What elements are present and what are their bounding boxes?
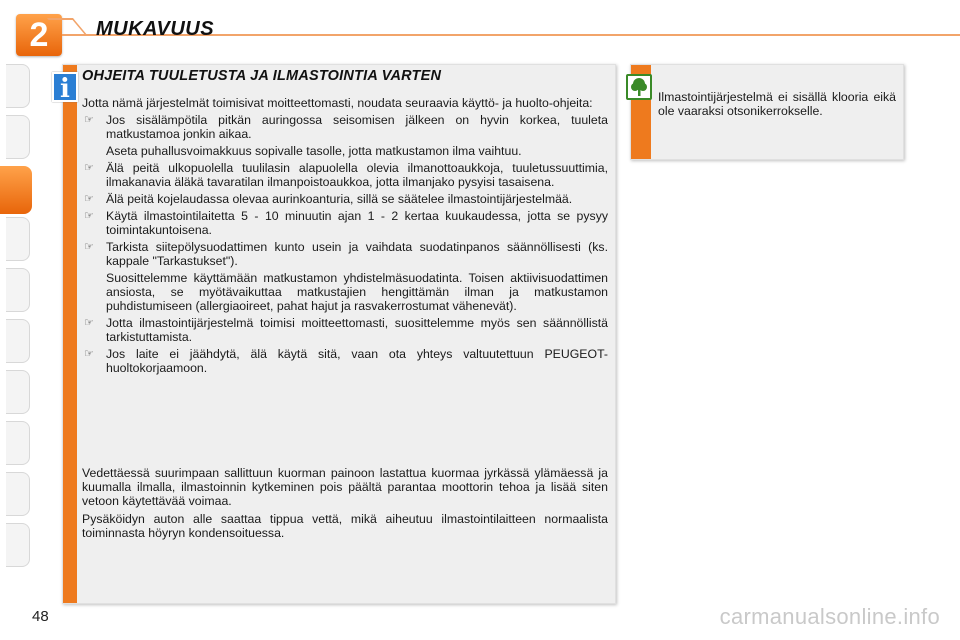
list-item: ☞ Tarkista siitepölysuodattimen kunto usein ja vaihdata suodatinpanos säännöllisesti (ks. kappale "Tarkastukset"). [84, 240, 608, 268]
chapter-tab [6, 268, 30, 312]
chapter-tab [6, 115, 30, 159]
list-item: ☞ Jotta ilmastointijärjestelmä toimisi moitteettomasti, suosittelemme myös sen säännöllistä tarkistuttamista. [84, 316, 608, 344]
site-watermark: carmanualsonline.info [719, 604, 940, 629]
eco-note: Ilmastointijärjestelmä ei sisällä klooria eikä ole vaaraksi otsonikerrokselle. [658, 90, 896, 118]
chapter-number-badge: 2 [16, 14, 62, 56]
pointing-hand-icon: ☞ [84, 162, 94, 174]
chapter-side-tabs [0, 64, 36, 574]
towing-paragraph: Vedettäessä suurimpaan sallittuun kuorman painoon lastattua kuormaa jyrkässä ylämäessä ja kuumalla ilmalla, ilmastoinnin kytkeminen pois päältä parantaa moottorin tehoa ja lisää siten vetoon käytettävää voimaa. [82, 466, 608, 508]
info-box-footer [82, 466, 608, 544]
list-item: ☞ Älä peitä kojelaudassa olevaa aurinkoanturia, sillä se säätelee ilmastointijärjestelmää. [84, 192, 573, 206]
info-icon: i [52, 72, 78, 102]
pointing-hand-icon: ☞ [84, 114, 94, 126]
chapter-tab [6, 319, 30, 363]
intro-paragraph: Jotta nämä järjestelmät toimisivat moitteettomasti, noudata seuraavia käyttö- ja huolto-ohjeita: [82, 96, 593, 110]
info-box-title: OHJEITA TUULETUSTA JA ILMASTOINTIA VARTEN [82, 68, 442, 84]
pointing-hand-icon: ☞ [84, 348, 94, 360]
pointing-hand-icon: ☞ [84, 317, 94, 329]
chapter-title: MUKAVUUS [96, 18, 215, 40]
info-box-accent-strip [63, 65, 77, 603]
chapter-tab [6, 421, 30, 465]
tree-icon [626, 74, 652, 100]
list-item-note: Aseta puhallusvoimakkuus sopivalle tasolle, jotta matkustamon ilma vaihtuu. [106, 144, 522, 158]
chapter-tab [0, 166, 32, 214]
pointing-hand-icon: ☞ [84, 241, 94, 253]
list-item: ☞ Jos laite ei jäähdytä, älä käytä sitä, vaan ota yhteys valtuutettuun PEUGEOT-huoltokorjaamoon. [84, 347, 608, 375]
condensation-paragraph: Pysäköidyn auton alle saattaa tippua vettä, mikä aiheutuu ilmastointilaitteen normaalista toiminnasta höyryn kondensoituessa. [82, 512, 608, 540]
pointing-hand-icon: ☞ [84, 193, 94, 205]
list-item: ☞ Älä peitä ulkopuolella tuulilasin alapuolella olevia ilmanottoaukkoja, tuuletussuuttimia, ilmakanavia äläkä tavaratilan ilmanpoistoaukkoa, jotta ilmanjako pysyisi tasaisena. [84, 161, 608, 189]
info-box-content [82, 96, 608, 378]
chapter-tab [6, 217, 30, 261]
list-item: ☞ Käytä ilmastointilaitetta 5 - 10 minuutin ajan 1 - 2 kertaa kuukaudessa, jotta se pysyy toimintakuntoisena. [84, 209, 608, 237]
list-item-note: Suosittelemme käyttämään matkustamon yhdistelmäsuodatinta. Toisen aktiivisuodattimen ansiosta, se myötävaikuttaa matkustajien hengittämän ilman ja matkustamon puhdistumiseen (allergiaoireet, pahat hajut ja rasvakerrostumat vähenevät). [106, 271, 608, 313]
chapter-tab [6, 472, 30, 516]
chapter-header [0, 0, 960, 52]
chapter-tab [6, 370, 30, 414]
page-number: 48 [32, 608, 49, 625]
pointing-hand-icon: ☞ [84, 210, 94, 222]
list-item: ☞ Jos sisälämpötila pitkän auringossa seisomisen jälkeen on hyvin korkea, tuuleta matkustamoa jonkin aikaa. [84, 113, 608, 141]
chapter-tab [6, 64, 30, 108]
chapter-tab [6, 523, 30, 567]
